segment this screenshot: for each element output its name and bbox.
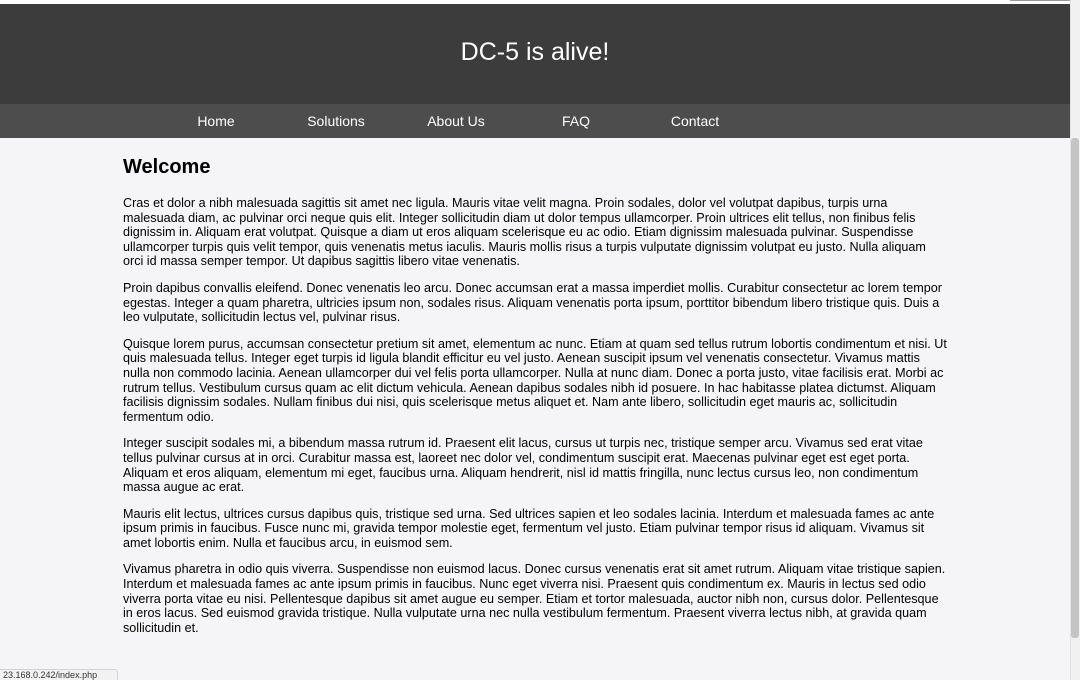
body-paragraph: Quisque lorem purus, accumsan consectetur pretium sit amet, elementum ac nunc. Etiam at quam sed tellus rutrum lobortis condimentum et nisi. Ut quis malesuada tellus. Integer eget turpis id ligula blandit efficitur eu vel justo. Aenean suscipit ipsum vel venenatis consectetur. Vivamus mattis nulla non commodo lacinia. Aenean ullamcorper dui vel felis porta ullamcorper. Nulla at nunc diam. Donec a porta justo, vitae facilisis erat. Morbi ac rutrum tellus. Vestibulum cursus quam ac elit dictum vehicula. Aenean dapibus sodales nibh id posuere. In hac habitasse platea dictumst. Aliquam facilisis dignissim sodales. Nullam finibus dui nisi, quis scelerisque metus aliquet et. Nam ante libero, sollicitudin eget mauris ac, sollicitudin fermentum odio. [123,336,947,424]
vertical-scrollbar[interactable] [1070,0,1080,680]
nav-item-faq[interactable]: FAQ [561,113,591,129]
nav-item-about-us[interactable]: About Us [427,113,485,129]
page-heading: Welcome [123,156,211,178]
body-paragraph: Cras et dolor a nibh malesuada sagittis sit amet nec ligula. Mauris vitae velit magna. Proin sodales, dolor vel volutpat dapibus, turpis urna malesuada diam, ac pulvinar orci neque quis elit. Integer sollicitudin diam ut dolor tempus ullamcorper. Proin ultrices elit tellus, non finibus felis dignissim in. Aliquam erat volutpat. Quisque a diam ut eros aliquam scelerisque eu ac odio. Etiam dignissim malesuada pulvinar. Suspendisse ullamcorper turpis quis velit tempor, quis venenatis metus iaculis. Mauris mollis risus a turpis vulputate dignissim volutpat eu justo. Nulla aliquam orci id massa semper tempor. Ut dapibus sagittis libero vitae venenatis. [123,196,926,269]
nav-item-home[interactable]: Home [197,113,235,129]
body-paragraph: Mauris elit lectus, ultrices cursus dapibus quis, tristique sed urna. Sed ultrices sapien et leo sodales lacinia. Interdum et malesuada fames ac ante ipsum primis in faucibus. Fusce nunc mi, gravida tempor molestie eget, fermentum vel justo. Etiam pulvinar tempor risus id aliquam. Vivamus sit amet lobortis enim. Nulla et faucibus arcu, in euismod sem. [123,506,935,550]
body-paragraph: Integer suscipit sodales mi, a bibendum massa rutrum id. Praesent elit lacus, cursus ut turpis nec, tristique semper arcu. Vivamus sed erat vitae tellus pulvinar cursus at in orci. Curabitur massa est, laoreet nec dolor vel, condimentum suscipit erat. Maecenas pulvinar eget est eget porta. Aliquam et eros aliquam, elementum mi eget, faucibus urna. Aliquam hendrerit, nisl id mattis fringilla, nunc lectus cursus leo, non condimentum massa augue ac erat. [123,436,923,495]
scrollbar-thumb[interactable] [1071,138,1079,638]
body-paragraph: Vivamus pharetra in odio quis viverra. Suspendisse non euismod lacus. Donec cursus venenatis erat sit amet rutrum. Aliquam vitae tristique sapien. Interdum et malesuada fames ac ante ipsum primis in faucibus. Nunc eget viverra nisi. Praesent quis condimentum ex. Mauris in lectus sed odio viverra porta vitae eu nisi. Pellentesque dapibus sit amet augue eu semper. Etiam et tortor malesuada, auctor nibh non, cursus dolor. Pellentesque in eros lacus. Sed euismod gravida tristique. Nulla vulputate urna nec nulla vestibulum fermentum. Praesent viverra lectus nibh, at gravida quam sollicitudin et. [123,562,946,635]
site-header [0,4,1070,104]
body-paragraph: Proin dapibus convallis eleifend. Donec venenatis leo arcu. Donec accumsan erat a massa imperdiet mollis. Curabitur consectetur ac lorem tempor egestas. Integer a quam pharetra, ultricies ipsum non, sodales risus. Aliquam venenatis porta ipsum, porttitor bibendum libero tristique quis. Duis a leo vulputate, sollicitudin lectus vel, pulvinar risus. [123,280,942,325]
nav-item-solutions[interactable]: Solutions [307,113,365,129]
site-title: DC-5 is alive! [460,37,610,66]
nav-item-contact[interactable]: Contact [670,113,720,129]
main-navigation [0,104,1070,138]
main-content [123,138,948,647]
status-bar-url: 23.168.0.242/index.php [0,669,118,680]
